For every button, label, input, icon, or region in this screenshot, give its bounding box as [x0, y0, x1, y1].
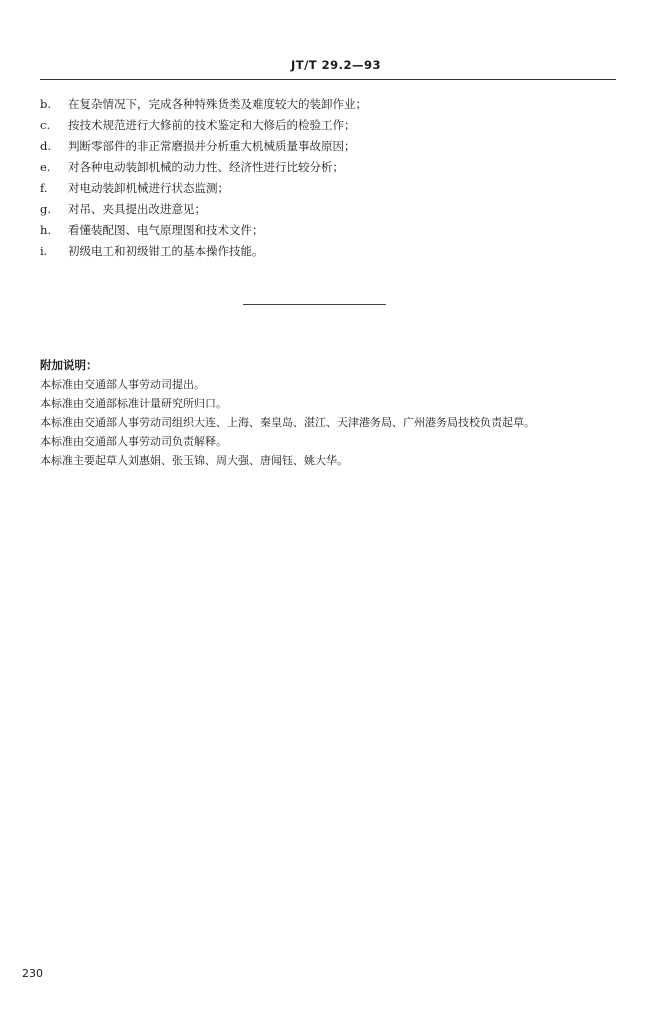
page-number: 230: [22, 967, 43, 980]
header-rule: [40, 79, 616, 80]
list-item-text: 按技术规范进行大修前的技术鉴定和大修后的检验工作；: [68, 118, 356, 132]
list-item: [40, 136, 630, 157]
list-item-text: 在复杂情况下，完成各种特殊货类及难度较大的装卸作业；: [68, 97, 367, 111]
list-item: [40, 178, 630, 199]
note-line: 本标准由交通部人事劳动司提出。: [40, 378, 205, 391]
additional-notes: [40, 356, 640, 470]
skills-list: [40, 94, 630, 262]
note-line: 本标准由交通部人事劳动司负责解释。: [40, 435, 227, 448]
list-item: [40, 94, 630, 115]
notes-title: 附加说明：: [40, 358, 98, 372]
list-item-text: 对吊、夹具提出改进意见；: [68, 202, 206, 216]
note-line: 本标准由交通部标准计量研究所归口。: [40, 397, 227, 410]
section-divider: [243, 304, 386, 305]
list-marker: f.: [40, 181, 48, 195]
list-item-text: 对各种电动装卸机械的动力性、经济性进行比较分析；: [68, 160, 344, 174]
list-item: [40, 220, 630, 241]
list-item: [40, 199, 630, 220]
note-line: 本标准主要起草人刘惠娟、张玉锦、周大强、唐闻钰、姚大华。: [40, 454, 348, 467]
list-item-text: 初级电工和初级钳工的基本操作技能。: [68, 244, 264, 258]
list-item-text: 看懂装配图、电气原理图和技术文件；: [68, 223, 264, 237]
list-item-text: 判断零部件的非正常磨损并分析重大机械质量事故原因；: [68, 139, 356, 153]
list-marker: h.: [40, 223, 52, 237]
list-marker: d.: [40, 139, 52, 153]
list-marker: g.: [40, 202, 52, 216]
note-line: 本标准由交通部人事劳动司组织大连、上海、秦皇岛、湛江、天津港务局、广州港务局技校负责起草。: [40, 416, 535, 429]
list-marker: i.: [40, 244, 48, 258]
list-item: [40, 115, 630, 136]
document-code-header: JT/T 29.2—93: [290, 58, 382, 72]
list-marker: b.: [40, 97, 52, 111]
list-item: [40, 241, 630, 262]
list-item-text: 对电动装卸机械进行状态监测；: [68, 181, 229, 195]
list-marker: c.: [40, 118, 51, 132]
list-item: [40, 157, 630, 178]
list-marker: e.: [40, 160, 51, 174]
